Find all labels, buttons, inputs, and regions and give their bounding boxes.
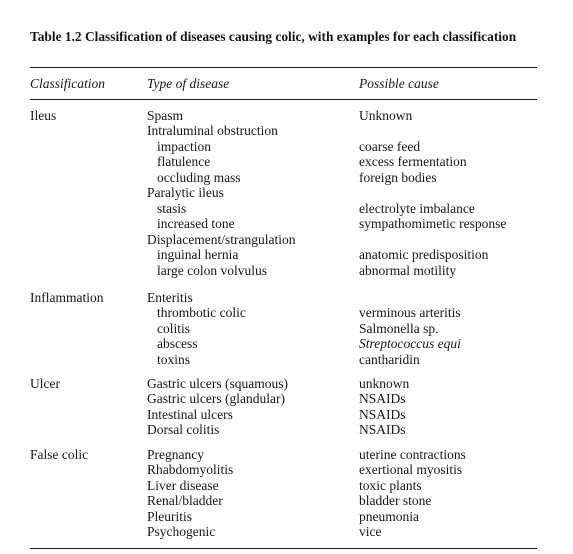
- possible-cause-cell: Salmonella sp.: [359, 320, 439, 336]
- possible-cause-cell: unknown: [359, 376, 410, 391]
- classification-cell: False colic: [30, 447, 89, 462]
- possible-cause-cell: vice: [359, 524, 382, 540]
- possible-cause-cell: bladder stone: [359, 493, 432, 509]
- type-of-disease-cell: thrombotic colic: [157, 305, 246, 321]
- possible-cause-cell: pneumonia: [359, 508, 419, 524]
- possible-cause-cell: NSAIDs: [359, 406, 406, 422]
- possible-cause-cell: toxic plants: [359, 477, 422, 493]
- type-of-disease-cell: Renal/bladder: [147, 493, 223, 509]
- type-of-disease-cell: Displacement/strangulation: [147, 231, 296, 247]
- type-of-disease-cell: Gastric ulcers (squamous): [147, 376, 288, 391]
- type-of-disease-cell: Pleuritis: [147, 508, 193, 524]
- type-of-disease-cell: Spasm: [147, 108, 184, 123]
- possible-cause-cell: cantharidin: [359, 351, 420, 367]
- classification-cell: Ileus: [30, 108, 57, 123]
- type-of-disease-cell: large colon volvulus: [157, 262, 267, 278]
- table-caption: Table 1.2 Classification of diseases causing colic, with examples for each classification: [30, 29, 517, 44]
- possible-cause-cell: abnormal motility: [359, 262, 457, 278]
- possible-cause-cell: Unknown: [359, 108, 413, 123]
- type-of-disease-cell: Psychogenic: [147, 524, 216, 540]
- type-of-disease-cell: Intraluminal obstruction: [147, 123, 278, 139]
- possible-cause-cell: exertional myositis: [359, 462, 463, 478]
- header-classification: Classification: [30, 76, 106, 91]
- possible-cause-cell: uterine contractions: [359, 447, 466, 462]
- type-of-disease-cell: Intestinal ulcers: [147, 406, 233, 422]
- top-rule: [30, 67, 537, 68]
- type-of-disease-cell: toxins: [157, 351, 191, 367]
- possible-cause-cell: verminous arteritis: [359, 305, 461, 321]
- type-of-disease-cell: Paralytic ileus: [147, 185, 224, 201]
- type-of-disease-cell: Liver disease: [147, 477, 219, 493]
- classification-cell: Ulcer: [30, 376, 60, 391]
- type-of-disease-cell: increased tone: [157, 216, 235, 232]
- possible-cause-cell: foreign bodies: [359, 169, 437, 185]
- possible-cause-cell: sympathomimetic response: [359, 216, 507, 232]
- type-of-disease-cell: Rhabdomyolitis: [147, 462, 234, 478]
- possible-cause-cell: NSAIDs: [359, 422, 406, 438]
- type-of-disease-cell: inguinal hernia: [157, 247, 239, 263]
- header-rule: [30, 99, 537, 100]
- type-of-disease-cell: stasis: [157, 200, 187, 216]
- possible-cause-cell: excess fermentation: [359, 154, 467, 170]
- bottom-rule: [30, 548, 537, 549]
- header-possible-cause: Possible cause: [359, 76, 439, 91]
- possible-cause-cell: electrolyte imbalance: [359, 200, 475, 216]
- type-of-disease-cell: Gastric ulcers (glandular): [147, 391, 285, 407]
- type-of-disease-cell: occluding mass: [157, 169, 241, 185]
- type-of-disease-cell: abscess: [157, 336, 198, 352]
- type-of-disease-cell: Dorsal colitis: [147, 422, 220, 438]
- possible-cause-cell: anatomic predisposition: [359, 247, 489, 263]
- type-of-disease-cell: impaction: [157, 138, 211, 154]
- type-of-disease-cell: Pregnancy: [147, 447, 204, 462]
- possible-cause-cell: Streptococcus equi: [359, 336, 461, 352]
- header-type-of-disease: Type of disease: [147, 76, 230, 91]
- type-of-disease-cell: flatulence: [157, 154, 211, 170]
- type-of-disease-cell: colitis: [157, 320, 190, 336]
- possible-cause-cell: NSAIDs: [359, 391, 406, 407]
- classification-cell: Inflammation: [30, 290, 104, 305]
- type-of-disease-cell: Enteritis: [147, 290, 193, 305]
- possible-cause-cell: coarse feed: [359, 138, 421, 154]
